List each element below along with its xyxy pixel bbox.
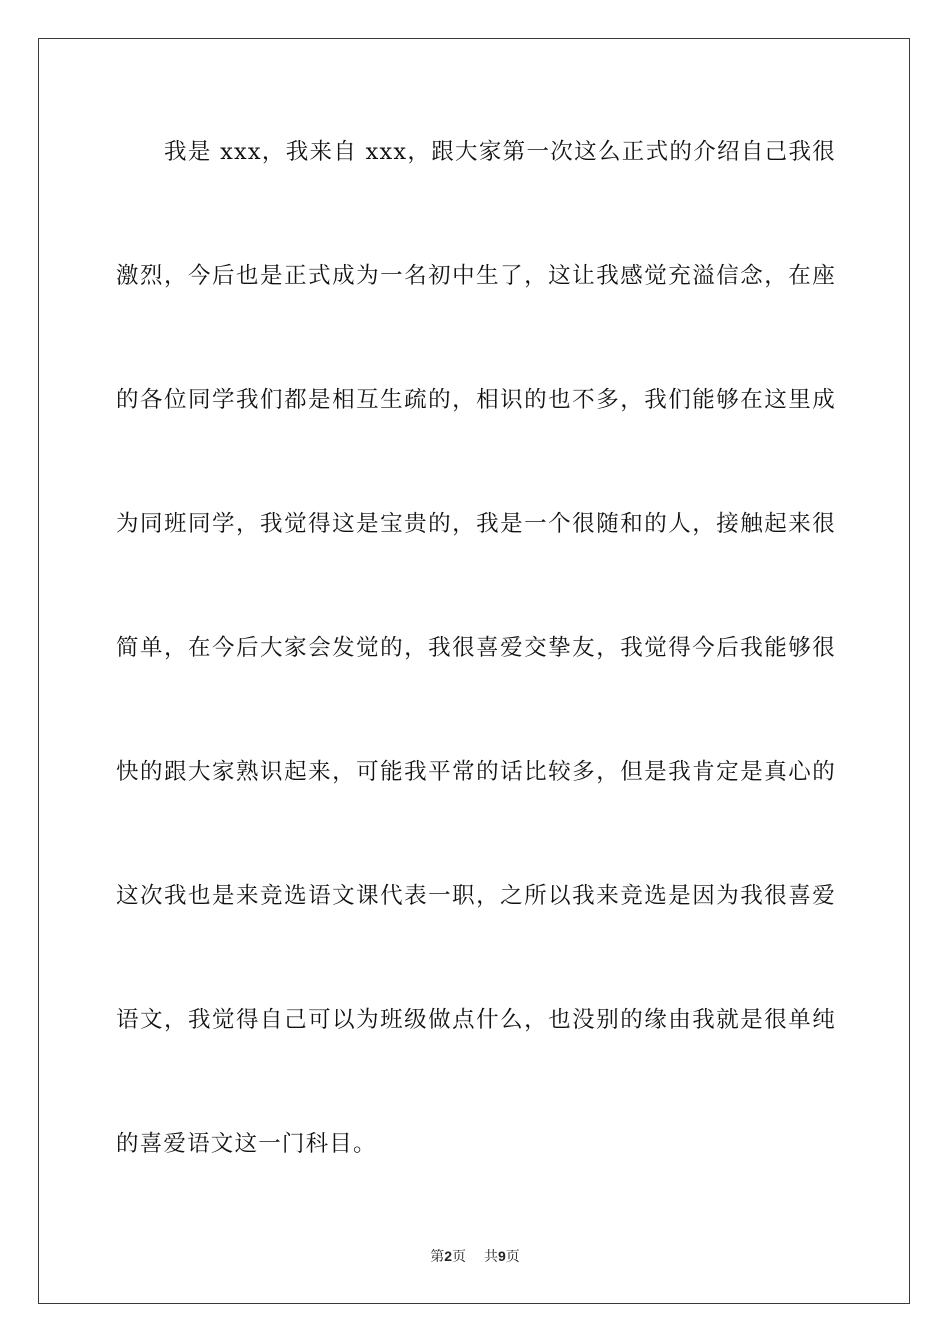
paragraph-line-5: 简单，在今后大家会发觉的，我很喜爱交挚友，我觉得今后我能够很 <box>116 635 836 661</box>
paragraph-line-6: 快的跟大家熟识起来，可能我平常的话比较多，但是我肯定是真心的 <box>116 759 836 785</box>
total-pages: 9 <box>498 1248 506 1264</box>
paragraph-line-7: 这次我也是来竞选语文课代表一职，之所以我来竞选是因为我很喜爱 <box>116 883 836 909</box>
paragraph-line-1: 我是 xxx，我来自 xxx，跟大家第一次这么正式的介绍自己我很 <box>164 139 836 165</box>
paragraph-line-4: 为同班同学，我觉得这是宝贵的，我是一个很随和的人，接触起来很 <box>116 511 836 537</box>
paragraph-line-9: 的喜爱语文这一门科目。 <box>116 1131 377 1157</box>
paragraph-line-8: 语文，我觉得自己可以为班级做点什么，也没别的缘由我就是很单纯 <box>116 1007 836 1033</box>
page-footer <box>0 1246 950 1267</box>
paragraph-line-2: 激烈，今后也是正式成为一名初中生了，这让我感觉充溢信念，在座 <box>116 263 836 289</box>
document-body <box>116 124 836 1240</box>
page-number: 2 <box>444 1248 452 1264</box>
page-prefix: 第 <box>430 1249 445 1265</box>
total-suffix: 页 <box>505 1249 520 1265</box>
total-prefix: 共 <box>484 1249 498 1265</box>
paragraph-line-3: 的各位同学我们都是相互生疏的，相识的也不多，我们能够在这里成 <box>116 387 836 413</box>
page-suffix: 页 <box>452 1249 466 1265</box>
